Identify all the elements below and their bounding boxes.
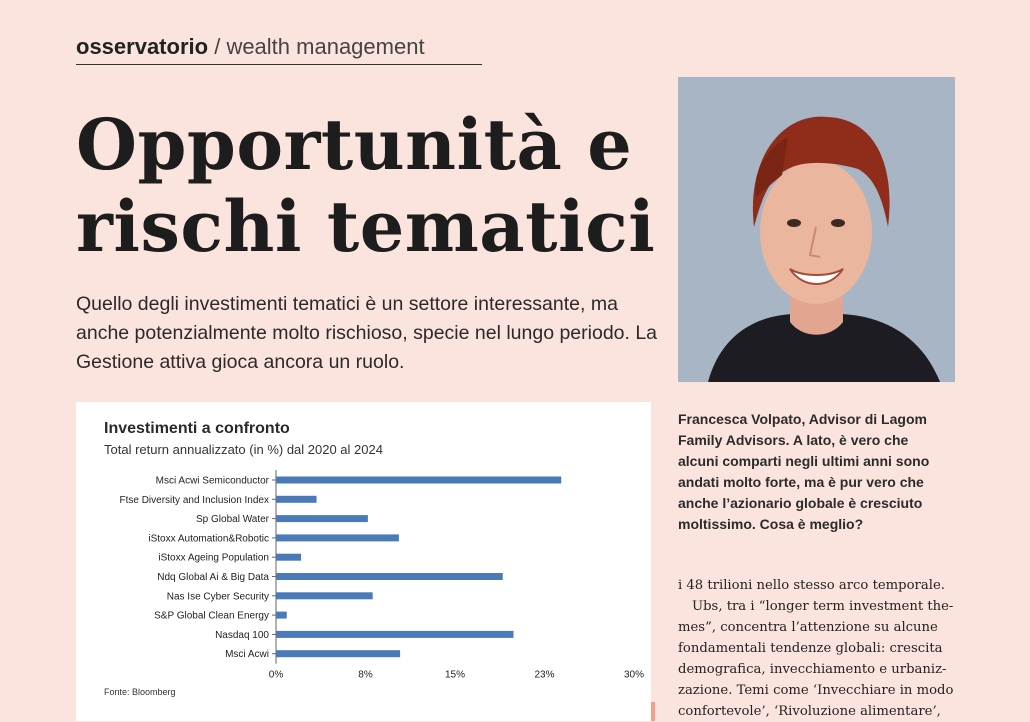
- bar: [276, 534, 399, 541]
- interview-question: [678, 409, 968, 535]
- chart-title: Investimenti a confronto: [104, 420, 290, 437]
- x-tick-label: 30%: [623, 669, 645, 681]
- caption-line: alcuni comparti negli ultimi anni sono: [678, 453, 930, 469]
- headline-line-2: rischi tematici: [76, 185, 656, 268]
- bar: [276, 554, 301, 561]
- category-label: iStoxx Automation&Robotic: [148, 533, 269, 545]
- bar: [276, 650, 400, 657]
- headline-line-1: Opportunità e: [76, 103, 633, 186]
- section-subname: wealth management: [226, 34, 425, 59]
- bar: [276, 515, 368, 522]
- bar: [276, 612, 287, 619]
- category-label: Nasdaq 100: [215, 629, 269, 641]
- body-line: mes”, concentra l’attenzione su alcune: [678, 620, 938, 635]
- body-line: demografica, invecchiamento e urbaniz-: [678, 662, 947, 677]
- article-lead: Quello degli investimenti tematici è un settore interessante, ma anche potenzialmente molto rischioso, specie nel lungo periodo. La Gestione attiva gioca ancora un ruolo.: [76, 293, 658, 373]
- x-tick-label: 8%: [358, 669, 373, 681]
- x-tick-label: 23%: [534, 669, 555, 681]
- chart-source: Fonte: Bloomberg: [104, 687, 176, 697]
- category-label: Msci Acwi: [225, 649, 269, 661]
- bar: [276, 573, 503, 580]
- category-label: Ndq Global Ai & Big Data: [157, 572, 269, 583]
- category-label: Sp Global Water: [196, 514, 269, 526]
- category-label: S&P Global Clean Energy: [154, 610, 269, 622]
- body-line: Ubs, tra i “longer term investment the-: [692, 599, 954, 614]
- section-separator: /: [214, 34, 221, 59]
- chart-subtitle: Total return annualizzato (in %) dal 2020 al 2024: [104, 442, 383, 457]
- category-label: iStoxx Ageing Population: [158, 552, 269, 564]
- bar: [276, 477, 561, 484]
- bar-chart: [76, 402, 651, 702]
- bar: [276, 496, 317, 503]
- body-line: i 48 trilioni nello stesso arco temporale.: [678, 578, 945, 593]
- body-line: fondamentali tendenze globali: crescita: [678, 641, 943, 656]
- bar: [276, 631, 513, 638]
- bar: [276, 592, 373, 599]
- category-label: Msci Acwi Semiconductor: [155, 475, 269, 487]
- portrait-illustration: [678, 77, 955, 382]
- x-tick-label: 0%: [268, 669, 284, 681]
- category-label: Nas Ise Cyber Security: [166, 591, 269, 603]
- section-tag: [76, 32, 482, 65]
- caption-line: Family Advisors. A lato, è vero che: [678, 432, 909, 448]
- chart-panel: [76, 402, 651, 721]
- caption-line: moltissimo. Cosa è meglio?: [678, 516, 864, 532]
- accent-strip: [651, 702, 655, 721]
- article-headline: [76, 104, 676, 268]
- caption-line: Francesca Volpato, Advisor di Lagom: [678, 411, 927, 427]
- caption-line: andati molto forte, ma è pur vero che: [678, 474, 924, 490]
- body-line: zazione. Temi come ‘Invecchiare in modo: [678, 683, 954, 698]
- section-name: osservatorio: [76, 34, 209, 59]
- article-body-column: [678, 575, 958, 722]
- x-tick-label: 15%: [444, 669, 466, 681]
- body-line: confortevole’, ‘Rivoluzione alimentare’,: [678, 704, 941, 719]
- author-portrait-photo: [678, 77, 955, 382]
- category-label: Ftse Diversity and Inclusion Index: [119, 494, 269, 506]
- caption-line: anche l’azionario globale è cresciuto: [678, 495, 923, 511]
